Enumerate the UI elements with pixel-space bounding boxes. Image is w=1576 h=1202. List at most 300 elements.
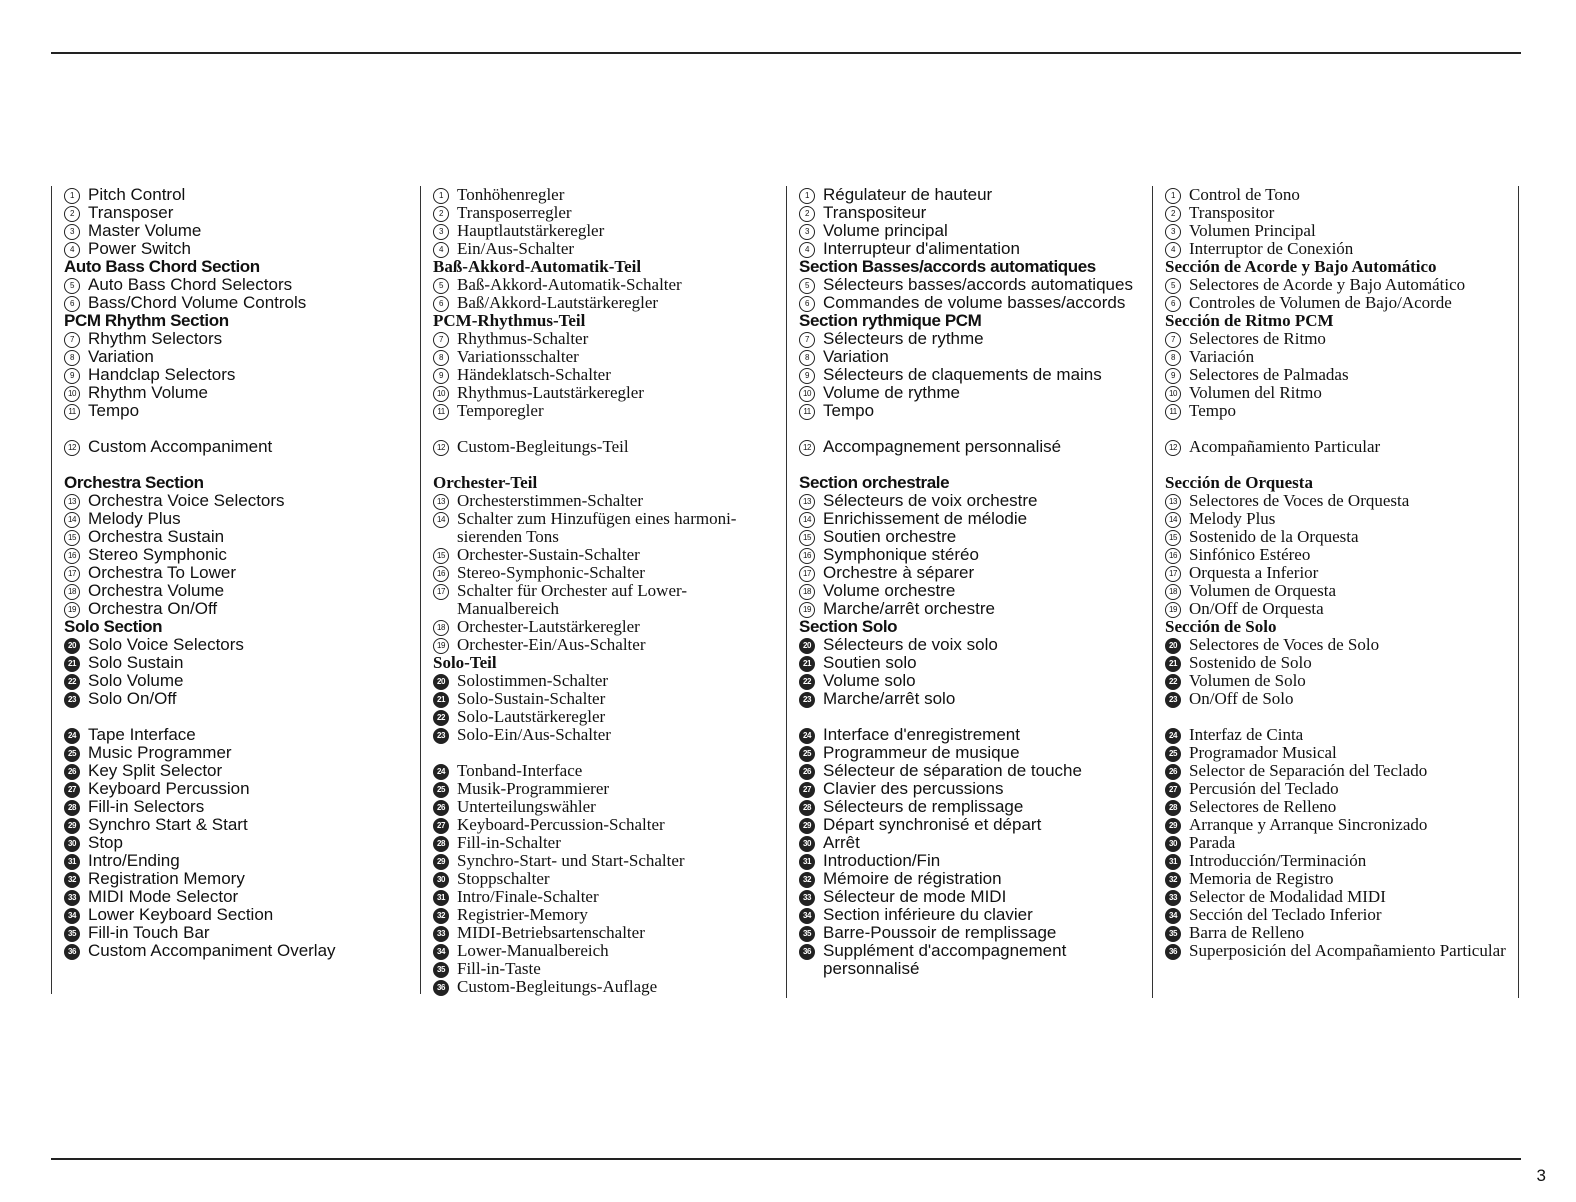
item-label: Programmeur de musique	[823, 743, 1020, 762]
legend-item	[799, 816, 1154, 834]
legend-item	[64, 276, 419, 294]
item-label: Selectores de Relleno	[1189, 797, 1337, 816]
circled-number-icon: 34	[433, 944, 449, 960]
circled-number-icon: 26	[64, 764, 80, 780]
item-label: Musik-Programmierer	[457, 779, 610, 798]
circled-number-icon: 11	[1165, 404, 1181, 420]
circled-number-icon: 7	[799, 332, 815, 348]
circled-number-icon: 24	[1165, 728, 1181, 744]
circled-number-icon: 6	[64, 296, 80, 312]
legend-item	[64, 888, 419, 906]
circled-number-icon: 20	[433, 674, 449, 690]
legend-item	[799, 762, 1154, 780]
legend-item	[1165, 942, 1520, 960]
item-label: Schalter zum Hinzufügen eines harmoni-sierenden Tons	[457, 509, 737, 546]
circled-number-icon: 28	[1165, 800, 1181, 816]
circled-number-icon: 19	[1165, 602, 1181, 618]
circled-number-icon: 17	[799, 566, 815, 582]
item-label: Sélecteur de séparation de touche	[823, 761, 1082, 780]
circled-number-icon: 29	[799, 818, 815, 834]
circled-number-icon: 30	[64, 836, 80, 852]
circled-number-icon: 18	[433, 620, 449, 636]
item-label: Sinfónico Estéreo	[1189, 545, 1311, 564]
legend-item	[64, 744, 419, 762]
legend-item	[799, 222, 1154, 240]
circled-number-icon: 3	[1165, 224, 1181, 240]
circled-number-icon: 10	[799, 386, 815, 402]
legend-item	[64, 870, 419, 888]
circled-number-icon: 2	[799, 206, 815, 222]
circled-number-icon: 17	[433, 584, 449, 600]
item-label: Sección del Teclado Inferior	[1189, 905, 1382, 924]
item-label: Baß/Akkord-Lautstärkeregler	[457, 293, 659, 312]
circled-number-icon: 16	[64, 548, 80, 564]
item-label: Keyboard-Percussion-Schalter	[457, 815, 665, 834]
circled-number-icon: 22	[64, 674, 80, 690]
legend-item	[64, 780, 419, 798]
legend-item	[433, 690, 788, 708]
legend-item	[64, 222, 419, 240]
item-label: Sélecteur de mode MIDI	[823, 887, 1007, 906]
section-heading: Auto Bass Chord Section	[64, 257, 260, 276]
legend-item	[64, 762, 419, 780]
legend-item	[1165, 816, 1520, 834]
legend-item	[1165, 924, 1520, 942]
circled-number-icon: 4	[64, 242, 80, 258]
circled-number-icon: 28	[433, 836, 449, 852]
legend-item	[433, 402, 788, 420]
spacer	[1165, 708, 1520, 726]
item-label: Pitch Control	[88, 185, 186, 204]
legend-item	[799, 744, 1154, 762]
item-label: Fill-in-Taste	[457, 959, 541, 978]
circled-number-icon: 8	[1165, 350, 1181, 366]
item-label: Orchestra Volume	[88, 581, 225, 600]
circled-number-icon: 32	[799, 872, 815, 888]
circled-number-icon: 21	[64, 656, 80, 672]
item-label: Key Split Selector	[88, 761, 223, 780]
legend-item	[64, 924, 419, 942]
item-label: Soutien solo	[823, 653, 917, 672]
legend-item	[64, 672, 419, 690]
item-label: Percusión del Teclado	[1189, 779, 1339, 798]
item-label: Intro/Finale-Schalter	[457, 887, 599, 906]
column-french	[786, 186, 1154, 998]
circled-number-icon: 25	[64, 746, 80, 762]
legend-item	[1165, 186, 1520, 204]
legend-item	[799, 636, 1154, 654]
circled-number-icon: 13	[799, 494, 815, 510]
item-label: Barra de Relleno	[1189, 923, 1305, 942]
item-label: Selectores de Acorde y Bajo Automático	[1189, 275, 1466, 294]
legend-item	[433, 978, 788, 996]
legend-item	[1165, 528, 1520, 546]
item-label: Interruptor de Conexión	[1189, 239, 1354, 258]
legend-item	[64, 564, 419, 582]
item-label: Volumen de Orquesta	[1189, 581, 1336, 600]
legend-item	[64, 330, 419, 348]
item-label: Ein/Aus-Schalter	[457, 239, 575, 258]
column-spanish	[1152, 186, 1520, 998]
legend-item	[1165, 438, 1520, 456]
circled-number-icon: 27	[799, 782, 815, 798]
legend-item	[433, 510, 788, 546]
circled-number-icon: 25	[799, 746, 815, 762]
circled-number-icon: 20	[799, 638, 815, 654]
circled-number-icon: 23	[799, 692, 815, 708]
section-heading: Sección de Acorde y Bajo Automático	[1165, 257, 1437, 276]
item-label: Supplément d'accompagnement personnalisé	[823, 941, 1067, 978]
item-label: Marche/arrêt solo	[823, 689, 956, 708]
circled-number-icon: 21	[799, 656, 815, 672]
item-label: Sélecteurs de voix orchestre	[823, 491, 1038, 510]
column-german	[420, 186, 788, 994]
circled-number-icon: 19	[433, 638, 449, 654]
item-label: Power Switch	[88, 239, 191, 258]
circled-number-icon: 2	[433, 206, 449, 222]
legend-item	[1165, 330, 1520, 348]
circled-number-icon: 22	[433, 710, 449, 726]
item-label: Lower Keyboard Section	[88, 905, 274, 924]
circled-number-icon: 13	[433, 494, 449, 510]
circled-number-icon: 15	[433, 548, 449, 564]
circled-number-icon: 13	[64, 494, 80, 510]
circled-number-icon: 1	[1165, 188, 1181, 204]
legend-item	[64, 654, 419, 672]
legend-item	[1165, 780, 1520, 798]
item-label: Interface d'enregistrement	[823, 725, 1020, 744]
item-label: Volume principal	[823, 221, 948, 240]
legend-item	[799, 906, 1154, 924]
legend-item	[64, 834, 419, 852]
circled-number-icon: 18	[1165, 584, 1181, 600]
legend-item	[1165, 672, 1520, 690]
legend-item	[1165, 726, 1520, 744]
item-label: Tape Interface	[88, 725, 196, 744]
legend-item	[433, 906, 788, 924]
item-label: Volumen de Solo	[1189, 671, 1306, 690]
item-label: Soutien orchestre	[823, 527, 957, 546]
legend-item	[433, 960, 788, 978]
legend-item	[433, 870, 788, 888]
circled-number-icon: 20	[64, 638, 80, 654]
item-label: Introducción/Terminación	[1189, 851, 1367, 870]
item-label: Control de Tono	[1189, 185, 1300, 204]
item-label: Commandes de volume basses/accords	[823, 293, 1126, 312]
legend-item	[64, 366, 419, 384]
legend-item	[64, 600, 419, 618]
circled-number-icon: 30	[799, 836, 815, 852]
item-label: Tonhöhenregler	[457, 185, 565, 204]
item-label: Orchestra On/Off	[88, 599, 218, 618]
legend-item	[799, 672, 1154, 690]
item-label: Synchro Start & Start	[88, 815, 248, 834]
circled-number-icon: 26	[433, 800, 449, 816]
legend-item	[1165, 798, 1520, 816]
item-label: Volumen del Ritmo	[1189, 383, 1322, 402]
item-label: Acompañamiento Particular	[1189, 437, 1381, 456]
column-english	[51, 186, 419, 994]
circled-number-icon: 34	[64, 908, 80, 924]
legend-item	[799, 870, 1154, 888]
legend-item	[433, 672, 788, 690]
item-label: Orchestra To Lower	[88, 563, 237, 582]
item-label: Fill-in Selectors	[88, 797, 205, 816]
item-label: Custom-Begleitungs-Teil	[457, 437, 629, 456]
item-label: Selectores de Voces de Solo	[1189, 635, 1380, 654]
legend-item	[1165, 204, 1520, 222]
item-label: Orchestre à séparer	[823, 563, 975, 582]
legend-item	[433, 222, 788, 240]
legend-item	[433, 726, 788, 744]
circled-number-icon: 7	[1165, 332, 1181, 348]
item-label: Orchestra Sustain	[88, 527, 225, 546]
circled-number-icon: 10	[433, 386, 449, 402]
item-label: Lower-Manualbereich	[457, 941, 609, 960]
item-label: Schalter für Orchester auf Lower-Manualbereich	[457, 581, 687, 618]
section-heading: Baß-Akkord-Automatik-Teil	[433, 257, 642, 276]
legend-item	[799, 384, 1154, 402]
circled-number-icon: 8	[433, 350, 449, 366]
item-label: Custom Accompaniment	[88, 437, 273, 456]
spacer	[1165, 420, 1520, 438]
legend-item	[799, 546, 1154, 564]
circled-number-icon: 16	[799, 548, 815, 564]
circled-number-icon: 34	[1165, 908, 1181, 924]
item-label: Auto Bass Chord Selectors	[88, 275, 293, 294]
item-label: Variationsschalter	[457, 347, 579, 366]
section-heading: Sección de Orquesta	[1165, 473, 1313, 492]
spacer	[64, 708, 419, 726]
item-label: Variation	[88, 347, 154, 366]
item-label: On/Off de Orquesta	[1189, 599, 1324, 618]
item-label: Memoria de Registro	[1189, 869, 1334, 888]
item-label: Temporegler	[457, 401, 544, 420]
item-label: Solo-Lautstärkeregler	[457, 707, 606, 726]
legend-item	[1165, 546, 1520, 564]
item-label: Orchester-Sustain-Schalter	[457, 545, 640, 564]
legend-item	[1165, 690, 1520, 708]
circled-number-icon: 24	[64, 728, 80, 744]
legend-item	[799, 294, 1154, 312]
item-label: Transposerregler	[457, 203, 572, 222]
circled-number-icon: 29	[433, 854, 449, 870]
legend-item	[799, 510, 1154, 528]
item-label: Solo Sustain	[88, 653, 184, 672]
circled-number-icon: 14	[433, 512, 449, 528]
legend-item	[1165, 564, 1520, 582]
legend-item	[1165, 654, 1520, 672]
circled-number-icon: 33	[64, 890, 80, 906]
legend-item	[799, 276, 1154, 294]
circled-number-icon: 31	[64, 854, 80, 870]
item-label: Handclap Selectors	[88, 365, 236, 384]
item-label: Rhythmus-Lautstärkeregler	[457, 383, 644, 402]
item-label: Registration Memory	[88, 869, 245, 888]
section-heading: Orchester-Teil	[433, 473, 538, 492]
item-label: Section inférieure du clavier	[823, 905, 1033, 924]
circled-number-icon: 29	[64, 818, 80, 834]
legend-item	[433, 276, 788, 294]
item-label: On/Off de Solo	[1189, 689, 1294, 708]
circled-number-icon: 12	[799, 440, 815, 456]
circled-number-icon: 10	[64, 386, 80, 402]
item-label: Unterteilungswähler	[457, 797, 596, 816]
legend-item	[799, 726, 1154, 744]
item-label: Mémoire de régistration	[823, 869, 1002, 888]
legend-item	[64, 438, 419, 456]
circled-number-icon: 18	[64, 584, 80, 600]
circled-number-icon: 35	[1165, 926, 1181, 942]
circled-number-icon: 31	[433, 890, 449, 906]
section-heading: Section Solo	[799, 617, 898, 636]
circled-number-icon: 9	[64, 368, 80, 384]
circled-number-icon: 36	[433, 980, 449, 996]
legend-item	[433, 438, 788, 456]
circled-number-icon: 14	[1165, 512, 1181, 528]
circled-number-icon: 35	[799, 926, 815, 942]
legend-item	[64, 492, 419, 510]
legend-item	[433, 240, 788, 258]
item-label: Stoppschalter	[457, 869, 550, 888]
section-heading: Solo-Teil	[433, 653, 497, 672]
spacer	[799, 456, 1154, 474]
item-label: Sélecteurs de voix solo	[823, 635, 998, 654]
item-label: Tempo	[823, 401, 875, 420]
item-label: Solo On/Off	[88, 689, 177, 708]
top-rule	[51, 52, 1521, 54]
item-label: Symphonique stéréo	[823, 545, 979, 564]
circled-number-icon: 26	[799, 764, 815, 780]
circled-number-icon: 27	[1165, 782, 1181, 798]
circled-number-icon: 25	[1165, 746, 1181, 762]
section-heading: Sección de Solo	[1165, 617, 1277, 636]
circled-number-icon: 20	[1165, 638, 1181, 654]
item-label: Accompagnement personnalisé	[823, 437, 1062, 456]
legend-item	[799, 528, 1154, 546]
item-label: Selector de Separación del Teclado	[1189, 761, 1428, 780]
spacer	[433, 420, 788, 438]
item-label: Rhythm Selectors	[88, 329, 223, 348]
legend-item	[799, 330, 1154, 348]
circled-number-icon: 7	[64, 332, 80, 348]
item-label: MIDI Mode Selector	[88, 887, 239, 906]
item-label: Interrupteur d'alimentation	[823, 239, 1020, 258]
circled-number-icon: 15	[1165, 530, 1181, 546]
item-label: Tempo	[1189, 401, 1236, 420]
item-label: Baß-Akkord-Automatik-Schalter	[457, 275, 682, 294]
legend-item	[64, 510, 419, 528]
circled-number-icon: 19	[64, 602, 80, 618]
circled-number-icon: 11	[799, 404, 815, 420]
legend-item	[433, 780, 788, 798]
legend-item	[64, 852, 419, 870]
legend-item	[433, 942, 788, 960]
item-label: Solo-Ein/Aus-Schalter	[457, 725, 611, 744]
item-label: Transpositor	[1189, 203, 1275, 222]
item-label: Transposer	[88, 203, 174, 222]
spacer	[64, 456, 419, 474]
legend-item	[433, 546, 788, 564]
circled-number-icon: 13	[1165, 494, 1181, 510]
legend-item	[64, 528, 419, 546]
item-label: Master Volume	[88, 221, 202, 240]
item-label: Programador Musical	[1189, 743, 1337, 762]
legend-item	[799, 654, 1154, 672]
circled-number-icon: 25	[433, 782, 449, 798]
item-label: Stereo Symphonic	[88, 545, 227, 564]
spacer	[1165, 456, 1520, 474]
circled-number-icon: 33	[433, 926, 449, 942]
circled-number-icon: 5	[433, 278, 449, 294]
legend-item	[64, 546, 419, 564]
item-label: Stop	[88, 833, 123, 852]
circled-number-icon: 22	[1165, 674, 1181, 690]
legend-item	[1165, 906, 1520, 924]
legend-item	[64, 204, 419, 222]
legend-item	[799, 852, 1154, 870]
item-label: Hauptlautstärkeregler	[457, 221, 605, 240]
legend-item	[1165, 888, 1520, 906]
circled-number-icon: 36	[64, 944, 80, 960]
circled-number-icon: 5	[1165, 278, 1181, 294]
legend-item	[799, 438, 1154, 456]
legend-item	[1165, 348, 1520, 366]
legend-item	[1165, 222, 1520, 240]
item-label: Music Programmer	[88, 743, 232, 762]
item-label: Sostenido de Solo	[1189, 653, 1312, 672]
circled-number-icon: 31	[1165, 854, 1181, 870]
legend-item	[799, 834, 1154, 852]
legend-item	[799, 582, 1154, 600]
spacer	[799, 420, 1154, 438]
item-label: Controles de Volumen de Bajo/Acorde	[1189, 293, 1452, 312]
circled-number-icon: 23	[1165, 692, 1181, 708]
circled-number-icon: 32	[64, 872, 80, 888]
item-label: Enrichissement de mélodie	[823, 509, 1028, 528]
legend-item	[64, 348, 419, 366]
item-label: Arrêt	[823, 833, 860, 852]
item-label: Synchro-Start- und Start-Schalter	[457, 851, 685, 870]
item-label: Stereo-Symphonic-Schalter	[457, 563, 645, 582]
legend-item	[799, 600, 1154, 618]
circled-number-icon: 14	[799, 512, 815, 528]
section-heading: PCM-Rhythmus-Teil	[433, 311, 586, 330]
item-label: Interfaz de Cinta	[1189, 725, 1304, 744]
legend-item	[433, 636, 788, 654]
item-label: Orquesta a Inferior	[1189, 563, 1319, 582]
item-label: Volume solo	[823, 671, 916, 690]
legend-item	[1165, 582, 1520, 600]
item-label: Sélecteurs de remplissage	[823, 797, 1024, 816]
item-label: Tonband-Interface	[457, 761, 583, 780]
circled-number-icon: 27	[64, 782, 80, 798]
spacer	[433, 456, 788, 474]
bottom-rule	[51, 1158, 1521, 1160]
circled-number-icon: 9	[1165, 368, 1181, 384]
circled-number-icon: 1	[64, 188, 80, 204]
legend-item	[64, 294, 419, 312]
legend-item	[1165, 276, 1520, 294]
legend-item	[1165, 384, 1520, 402]
circled-number-icon: 9	[799, 368, 815, 384]
item-label: Marche/arrêt orchestre	[823, 599, 995, 618]
section-heading: Orchestra Section	[64, 473, 204, 492]
item-label: Registrier-Memory	[457, 905, 588, 924]
spacer	[64, 420, 419, 438]
circled-number-icon: 11	[64, 404, 80, 420]
legend-item	[799, 204, 1154, 222]
